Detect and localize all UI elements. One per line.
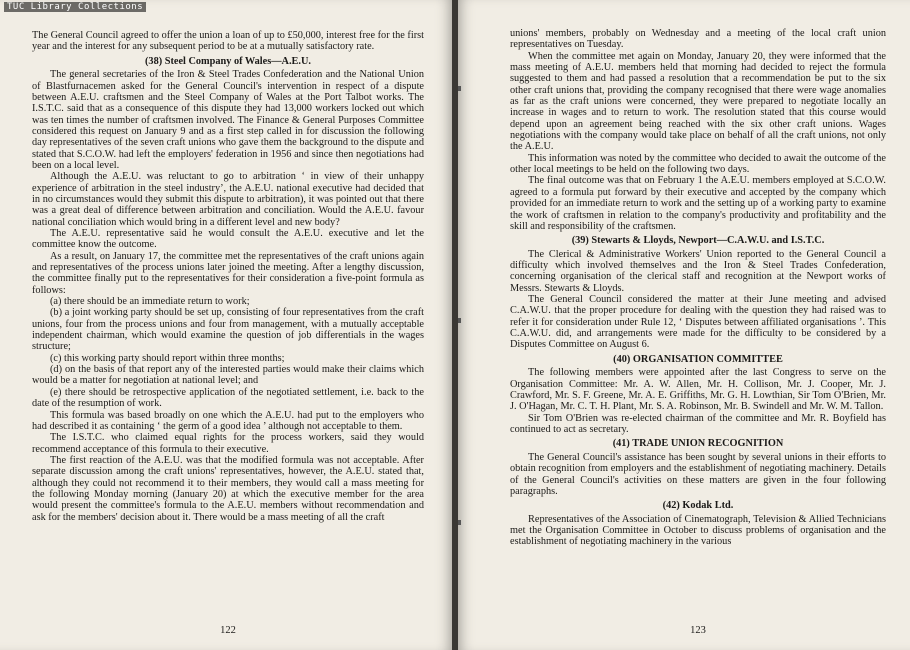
left-page-number: 122 [220,625,236,636]
library-watermark: TUC Library Collections [4,2,146,12]
paragraph: Representatives of the Association of Cinematograph, Television & Allied Technicians met the Organisation Committee in October to discuss problems of organisation and the establishment of negotiating machinery in the various [510,513,886,548]
section-heading: (39) Stewarts & Lloyds, Newport—C.A.W.U. and I.S.T.C. [571,235,825,247]
paragraph: Although the A.E.U. was reluctant to go to arbitration ‘ in view of their unhappy experience of arbitration in the steel industry’, the A.E.U. national executive had decided that in no circumstances would they submit this dispute to arbitration), it was pointed out that there was a great deal of difference between arbitration and conciliation. Would the A.E.U. favour national conciliation which would bring in a different level and new body? [32,171,424,228]
paragraph: The A.E.U. representative said he would consult the A.E.U. executive and let the committee know the outcome. [32,228,424,251]
paragraph: The Clerical & Administrative Workers' Union reported to the General Council a difficulty which involved themselves and the Iron & Steel Trades Confederation, concerning organisation of the clerical staff and recognition at the Newport works of Messrs. Stewarts & Lloyds. [510,248,886,294]
paragraph: The General Council's assistance has been sought by several unions in their efforts to obtain recognition from employers and the establishment of negotiating machinery. Details of the General Council's activities on these matters are given in the four following paragraphs. [510,451,886,497]
paragraph: This information was noted by the committee who decided to await the outcome of the other local meetings to be held on the following two days. [510,152,886,176]
margin-mark [458,86,461,91]
margin-mark [458,318,461,323]
paragraph: As a result, on January 17, the committee met the representatives of the craft unions again and representatives of the process unions later joined the meeting. After a lengthy discussion, the committee finally put to the representatives for their consideration a five-point formula as follows: [32,250,424,296]
paragraph: When the committee met again on Monday, January 20, they were informed that the mass meeting of A.E.U. members held that morning had decided to reject the formula suggested to them and had passed a resolution that a recommendation be put to the six other craft unions that, providing the company recognised that there were wage anomalies as far as the craft unions were concerned, they were prepared to negotiate locally an increase in wages and to return to work. The resolution stated that this course would depend upon an agreement being reached with the six other craft unions. Wages negotiations with the company would take place on behalf of all the craft unions, not only the A.E.U. [510,50,886,153]
section-heading: (42) Kodak Ltd. [662,500,734,512]
left-page-content [32,30,424,523]
paragraph: The following members were appointed after the last Congress to serve on the Organisation Committee: Mr. A. W. Allen, Mr. H. Collison, Mr. J. Cooper, Mr. J. Crawford, Mr. S. F. Greene, Mr. A. E. Griffiths, Mr. G. H. Lowthian, Sir Tom O'Brien, Mr. J. O'Hagan, Mr. C. T. H. Plant, Mr. S. A. Robinson, Mr. B. Swindell and Mr. W. M. Tallon. [510,367,886,413]
paragraph: The general secretaries of the Iron & Steel Trades Confederation and the National Union of Blastfurnacemen asked for the General Council's intervention in respect of a dispute between A.E.U. craftsmen and the Steel Company of Wales at the Port Talbot works. The I.S.T.C. said that as a consequence of this dispute they had 13,000 workers locked out which was ten times the number of craftsmen involved. The Finance & General Purposes Committee considered this request on January 9 and as a first step called in for discussion the following day representatives of the seven craft unions who gave them the background to the dispute and stated that S.C.O.W. had left the employers' federation in 1956 and since then negotiations had been on a local level. [32,69,424,171]
section-heading: (41) TRADE UNION RECOGNITION [612,438,784,450]
section-heading: (40) ORGANISATION COMMITTEE [613,353,783,365]
paragraph: (d) on the basis of that report any of the interested parties would make their claims which would be a matter for negotiation at national level; and [32,364,424,387]
continued-paragraph: unions' members, probably on Wednesday and a meeting of the local craft union representatives on Tuesday. [510,28,886,51]
continued-paragraph: The General Council agreed to offer the union a loan of up to £50,000, interest free for the first year and the interest for any subsequent period to be at a mutually satisfactory rate. [32,30,424,53]
right-page-number: 123 [690,625,706,636]
paragraph: The first reaction of the A.E.U. was that the modified formula was not acceptable. After separate discussion among the craft unions' representatives, however, the A.E.U. stated that, although they could not recommend it to their members, they would call a mass meeting for the following Monday morning (January 20) at which the executive member for the area would present the committee's formula to the A.E.U. members without recommendation and ask for the members' decision about it. There would be a mass meeting of all the craft [32,454,424,523]
paragraph: The final outcome was that on February 1 the A.E.U. members employed at S.C.O.W. agreed to a formula put forward by their executive and accepted by the company which provided for an immediate return to work and the setting up of a working party to examine the work of craftsmen in relation to the company's productivity and profitability and the skill and responsibility of the craftsmen. [510,175,886,232]
paragraph: (b) a joint working party should be set up, consisting of four representatives from the craft unions, four from the process unions and four from management, with a mutually acceptable independent chairman, which would examine the question of job differentials in the wages structure; [32,307,424,353]
paragraph: (a) there should be an immediate return to work; [50,296,250,308]
paragraph: Sir Tom O'Brien was re-elected chairman of the committee and Mr. R. Boyfield has continued to act as secretary. [510,412,886,435]
paragraph: The I.S.T.C. who claimed equal rights for the process workers, said they would recommend acceptance of this formula to their executive. [32,432,424,455]
section-heading: (38) Steel Company of Wales—A.E.U. [145,55,311,67]
paragraph: The General Council considered the matter at their June meeting and advised C.A.W.U. that the proper procedure for dealing with the question they had raised was to refer it for consideration under Rule 12, ‘ Disputes between affiliated organisations ’. This C.A.W.U. did, and arrangements were made for the difficulty to be considered by a Disputes Committee on August 6. [510,294,886,351]
left-page [0,0,452,650]
right-page-content [510,28,886,548]
paragraph: (c) this working party should report within three months; [50,352,285,364]
margin-mark [458,520,461,525]
paragraph: This formula was based broadly on one which the A.E.U. had put to the employers who had described it as containing ‘ the germ of a good idea ’ although not acceptable to them. [32,409,424,432]
paragraph: (e) there should be retrospective application of the negotiated settlement, i.e. back to the date of the resumption of work. [32,386,424,410]
right-page [458,0,910,650]
